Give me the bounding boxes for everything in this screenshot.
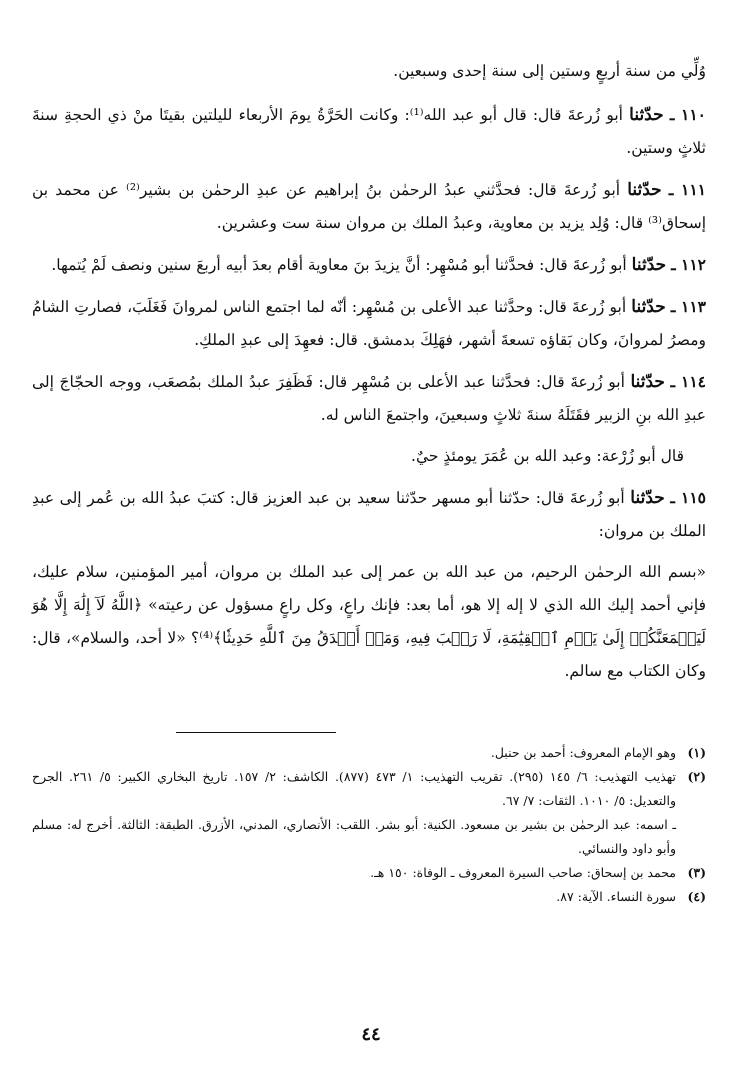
hadith-number: ١١٣ ـ <box>670 297 706 316</box>
hadith-number: ١١٢ ـ <box>671 255 706 274</box>
footnote-mark: (٣) <box>687 865 706 880</box>
footnote-text: سورة النساء. الآية: ٨٧. <box>556 889 676 904</box>
hadith-text: أبو زُرعةَ قال: فحدَّثنا عبد الأعلى بن مُسْهِر قال: فَظَفِرَ عبدُ الملك بمُصعَب، ووجه الحجّاجَ إلى عبدِ الله بنِ الزبير فقَتَلَهُ سنةَ ثلاثٍ وسبعينَ، واجتمعَ الناس له. <box>32 373 706 424</box>
hadith-text: أبو زُرعةَ قال: فحدَّثنا أبو مُسْهِر: أنَّ يزيدَ بنَ معاوية أقام بعدَ أبيه أربعَ سنين ونصف لَمْ يُتمها. <box>51 256 627 274</box>
footnote-text: تهذيب التهذيب: ٦/ ١٤٥ (٢٩٥). تقريب التهذيب: ١/ ٤٧٣ (٨٧٧). الكاشف: ٢/ ١٥٧. تاريخ البخاري الكبير: ٥/ ٢٦١. الجرح والتعديل: ٥/ ١٠١٠. الثقات: ٧/ ٦٧. <box>32 769 677 808</box>
hadith-113 <box>32 290 706 357</box>
page-number: ٤٤ <box>361 1024 381 1045</box>
footnote-1 <box>32 741 706 765</box>
footnote-mark: (٤) <box>687 889 706 904</box>
hadith-number: ١١٥ ـ <box>670 488 706 507</box>
hadith-keyword: حدّثنا <box>629 105 664 125</box>
letter-text: «بسم الله الرحمٰن الرحيم، من عبد الله بن عمر إلى عبد الملك بن مروان، أمير المؤمنين، سلام عليك، فإني أحمد إليك الله الذي لا إله إلا هو، أما بعد: فإنك راعٍ، وكل راعٍ مسؤول عن رعيته» ﴿اللَّهُ لَآ إِلَٰهَ إِلَّا هُوَ لَيَجۡمَعَنَّكُمۡ إِلَىٰ يَوۡمِ ٱلۡقِيَٰمَةِ، لَا رَيۡبَ فِيهِ، وَمَنۡ أَصۡدَقُ مِنَ ٱللَّهِ حَدِيثٗا﴾⁽⁴⁾؟ «لا أحد، والسلام»، قال: وكان الكتاب مع سالم. <box>32 563 706 680</box>
footnote-text: محمد بن إسحاق: صاحب السيرة المعروف ـ الوفاة: ١٥٠ هـ. <box>370 865 676 880</box>
hadith-number: ١١١ ـ <box>668 180 706 199</box>
footnote-divider <box>176 732 336 733</box>
hadith-112 <box>32 248 706 282</box>
paragraph-intro: وُلِّي من سنة أربعٍ وستين إلى سنة إحدى وسبعين. <box>393 62 706 80</box>
hadith-number: ١١٠ ـ <box>669 105 706 124</box>
hadith-110 <box>32 98 706 165</box>
footnote-mark: (١) <box>687 745 706 760</box>
hadith-number: ١١٤ ـ <box>670 372 706 391</box>
hadith-keyword: حدّثنا <box>631 255 667 275</box>
footnote-text: وهو الإمام المعروف: أحمد بن حنبل. <box>490 745 676 760</box>
hadith-text: أبو زُرعةَ قال: حدّثنا أبو مسهر حدّثنا سعيد بن عبد العزيز قال: كتبَ عبدُ الله بن عُمر إلى عبدِ الملك بن مروان: <box>32 489 706 540</box>
hadith-keyword: حدّثنا <box>630 372 665 392</box>
paragraph-note-114: قال أبو زُرْعة: وعبد الله بن عُمَرَ يومئذٍ حيٌ. <box>411 447 684 465</box>
hadith-keyword: حدّثنا <box>630 488 665 508</box>
hadith-111 <box>32 173 706 240</box>
hadith-text: أبو زُرعةَ قال: قال أبو عبد الله⁽¹⁾: وكانت الحَرَّةُ يومَ الأربعاء لليلتين بقيتَا منْ ذي الحجةِ سنةَ ثلاثٍ وستين. <box>32 106 706 157</box>
footnote-2 <box>32 765 706 813</box>
footnote-2-continuation: ـ اسمه: عبد الرحمٰن بن بشير بن مسعود. الكنية: أبو بشر. اللقب: الأنصاري، المدني، الأزرق. الطبقة: الثالثة. أخرج له: مسلم وأبو داود والنسائي. <box>32 817 676 856</box>
footnote-3 <box>32 861 706 885</box>
hadith-115 <box>32 481 706 548</box>
footnote-mark: (٢) <box>687 769 706 784</box>
hadith-keyword: حدّثنا <box>627 180 662 200</box>
footnotes <box>32 741 706 909</box>
hadith-keyword: حدّثنا <box>631 297 666 317</box>
footnote-4 <box>32 885 706 909</box>
hadith-text: أبو زُرعةَ قال: وحدَّثنا عبد الأعلى بن مُسْهِر: أنّه لما اجتمع الناس لمروانَ فَغَلَبَ، فصارتِ الشامُ ومصرُ لمروانَ، وكان بَقاؤه تسعةَ أشهر، فهَلِكَ بدمشق. قال: فعهِدَ إلى عبدِ الملكِ. <box>32 298 706 349</box>
hadith-114 <box>32 365 706 432</box>
hadith-text: أبو زُرعةَ قال: فحدَّثني عبدُ الرحمٰن بنُ إبراهيم عن عبدِ الرحمٰن بن بشير⁽²⁾ عن محمد بن إسحاق⁽³⁾ قال: وُلِد يزيد بن معاوية، وعبدُ الملك بن مروان سنة ست وعشرين. <box>32 181 706 232</box>
